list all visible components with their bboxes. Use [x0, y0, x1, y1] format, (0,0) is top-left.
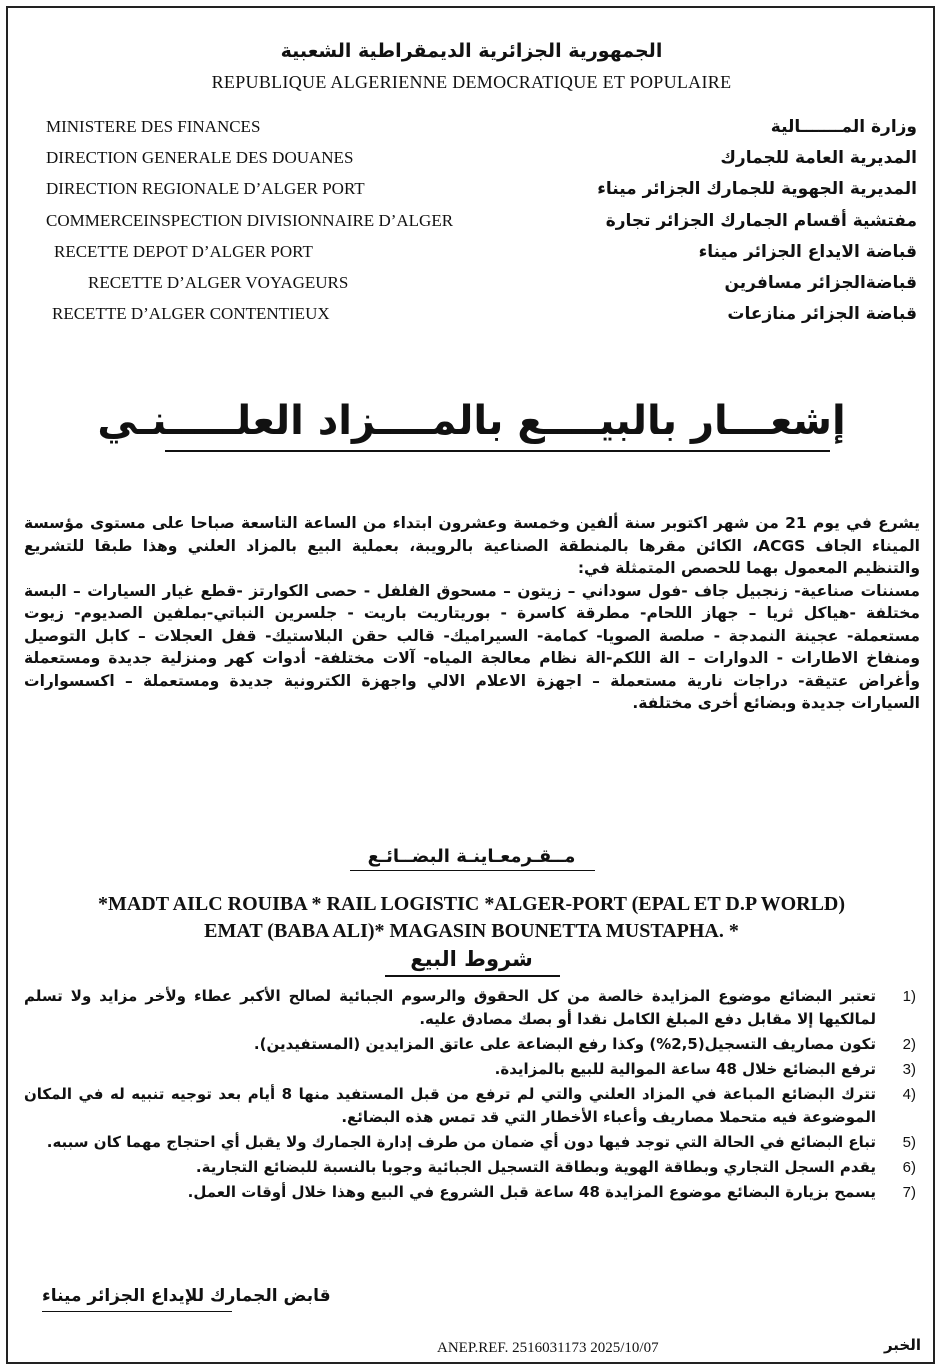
inspection-places-line-1: *MADT AILC ROUIBA * RAIL LOGISTIC *ALGER-PORT (EPAL ET D.P WORLD) — [97, 893, 846, 915]
condition-text: تكون مصاريف التسجيل(2,5%) وكذا رفع البضاعة على عاتق المزايدين (المستفيدين). — [253, 1035, 876, 1053]
intro-paragraph — [24, 512, 920, 715]
ar-line-recette-voyageurs: قباضةالجزائر مسافرين — [724, 273, 917, 293]
condition-text: يسمح بزيارة البضائع موضوع المزايدة 48 ساعة قبل الشروع في البيع وهذا خلال أوقات العمل. — [187, 1183, 876, 1201]
condition-text: يقدم السجل التجاري وبطاقة الهوية وبطاقة التسجيل الجبائية وجوبا بالنسبة للبضائع التجارية. — [195, 1158, 876, 1176]
conditions-heading-underline — [385, 975, 560, 977]
signature-underline — [42, 1311, 232, 1312]
condition-number: 2) — [902, 1036, 916, 1053]
condition-number: 6) — [902, 1159, 916, 1176]
condition-number: 1) — [902, 988, 916, 1005]
condition-item — [24, 1033, 916, 1056]
intro-text: يشرع في يوم 21 من شهر اكتوبر سنة ألفين وخمسة وعشرون ابتداء من الساعة التاسعة صباحا على مستوى مؤسسة الميناء الجاف ACGS، الكائن مقرها بالمنطقة الصناعية بالرويبة، بعملية البيع بالمزاد العلني وهذا طبقا للتشريع والتنظيم المعمول بهما للحصص المتمثلة في: — [24, 514, 920, 577]
condition-number: 4) — [902, 1086, 916, 1103]
condition-item — [24, 1156, 916, 1179]
condition-item — [24, 1058, 916, 1081]
ar-line-direction-generale: المديرية العامة للجمارك — [720, 148, 917, 168]
header-arabic: الجمهورية الجزائرية الديمقراطية الشعبية — [280, 40, 663, 62]
condition-text: ترفع البضائع خلال 48 ساعة الموالية للبيع بالمزايدة. — [494, 1060, 876, 1078]
fr-line-recette-depot: RECETTE DEPOT D’ALGER PORT — [54, 242, 313, 261]
condition-item — [24, 1083, 916, 1129]
inspection-heading-underline — [350, 870, 595, 871]
condition-text: تترك البضائع المباعة في المزاد العلني والتي لم ترفع من قبل المستفيد منها 8 أيام بعد توجيه تنبيه له في المكان الموضوعة فيه متحملا مصاريف وأعباء الأخطار التي قد تمس هذه البضائع. — [24, 1085, 876, 1126]
newspaper-logo: الخبر — [883, 1336, 921, 1354]
inspection-heading: مــقـرمعـاينـة البضــائـع — [367, 846, 576, 867]
condition-item — [24, 985, 916, 1031]
ar-line-inspection: مفتشية أقسام الجمارك الجزائر تجارة — [605, 211, 917, 231]
conditions-list — [24, 985, 916, 1206]
fr-line-direction-regionale: DIRECTION REGIONALE D’ALGER PORT — [46, 179, 365, 198]
footer-reference: ANEP.REF. 2516031173 2025/10/07 — [437, 1340, 659, 1356]
fr-line-ministry: MINISTERE DES FINANCES — [46, 117, 261, 136]
condition-number: 5) — [902, 1134, 916, 1151]
condition-item — [24, 1181, 916, 1204]
fr-line-direction-generale: DIRECTION GENERALE DES DOUANES — [46, 148, 354, 167]
conditions-heading: شروط البيع — [410, 947, 533, 971]
lots-list: مسننات صناعية- زنجبيل جاف -فول سوداني – زيتون – مسحوق الفلفل - حصى الكوارتز -قطع غيار السيارات – البسة مختلفة -هياكل ثريا – جهاز اللحام- مطرقة كاسرة - بوريتاريت باريت - جلسرين النباتي-بملفين الصديوم- زيوت مستعملة- عجينة النمدجة - صلصة الصويا- كمامة- السيراميك- قالب حقن البلاستيك- قفل العجلات – كابل التوصيل ومنفاخ الاطارات - الدوارات – الة اللكم-الة نظام معالجة المياه- آلات مختلفة- أدوات كهر ومنزلية جديدة ومستعملة وأغراض عتيقة- دراجات نارية مستعملة – اجهزة الاعلام الالي واجهزة الكترونية جديدة ومستعملة – اكسسوارات السيارات جديدة وبضائع أخرى مختلفة. — [24, 581, 920, 712]
ar-line-recette-depot: قباضة الايداع الجزائر ميناء — [698, 242, 917, 262]
condition-number: 3) — [902, 1061, 916, 1078]
fr-line-recette-contentieux: RECETTE D’ALGER CONTENTIEUX — [52, 304, 330, 323]
ar-line-ministry: وزارة المـــــــالية — [770, 117, 917, 137]
inspection-places-line-2: EMAT (BABA ALI)* MAGASIN BOUNETTA MUSTAPHA. * — [204, 920, 739, 942]
ar-line-direction-regionale: المديرية الجهوية للجمارك الجزائر ميناء — [597, 179, 917, 199]
fr-line-inspection: COMMERCEINSPECTION DIVISIONNAIRE D’ALGER — [46, 211, 454, 230]
title-underline — [165, 450, 830, 452]
fr-line-recette-voyageurs: RECETTE D’ALGER VOYAGEURS — [88, 273, 349, 292]
notice-title: إشعـــار بالبيــــع بالمــــزاد العلـــــنـي — [97, 398, 846, 444]
signature-line: قابض الجمارك للإيداع الجزائر ميناء — [42, 1286, 331, 1306]
condition-text: تعتبر البضائع موضوع المزايدة خالصة من كل الحقوق والرسوم الجبائية لصالح الأكبر عطاء ولأخر مزايد ولا تسلم لمالكيها إلا مقابل دفع المبلغ الكامل نقدا أو بصك مصادق عليه. — [24, 987, 876, 1028]
ar-line-recette-contentieux: قباضة الجزائر منازعات — [727, 304, 917, 324]
condition-text: تباع البضائع في الحالة التي توجد فيها دون أي ضمان من طرف إدارة الجمارك ولا يقبل أي احتجاج مهما كان سببه. — [46, 1133, 876, 1151]
header-french: REPUBLIQUE ALGERIENNE DEMOCRATIQUE ET POPULAIRE — [211, 72, 732, 92]
condition-item — [24, 1131, 916, 1154]
condition-number: 7) — [902, 1184, 916, 1201]
